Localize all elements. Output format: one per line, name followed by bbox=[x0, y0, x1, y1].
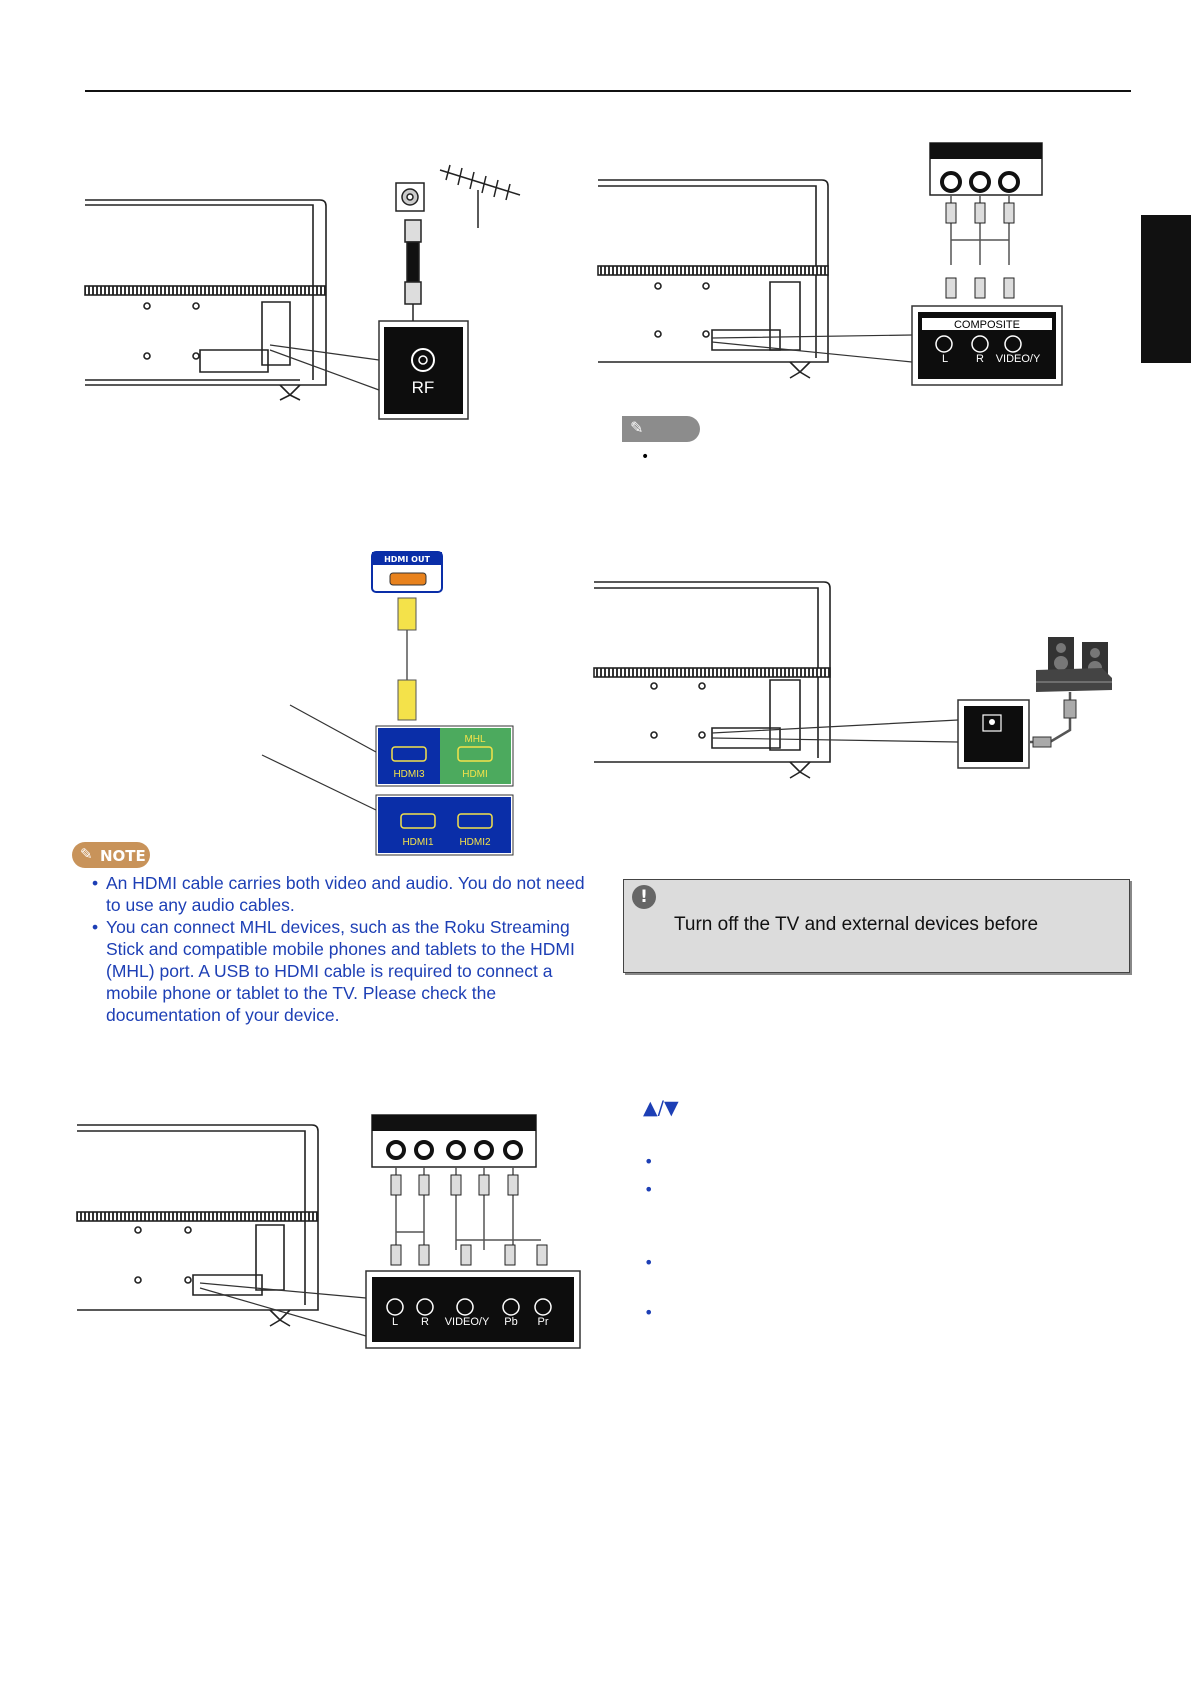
composite-title-label: COMPOSITE bbox=[953, 319, 1021, 331]
component-video-label: VIDEO/Y bbox=[444, 1316, 490, 1328]
hdmi1-label: HDMI1 bbox=[402, 837, 434, 848]
paperclip-icon: ✎ bbox=[630, 418, 644, 437]
note-badge-label: NOTE bbox=[100, 847, 146, 865]
component-source-device bbox=[372, 1115, 547, 1265]
up-down-arrows-icon: ▲/▼ bbox=[643, 1097, 679, 1119]
hdmi-label: HDMI bbox=[462, 769, 488, 780]
component-r-label: R bbox=[421, 1316, 429, 1328]
bullet-dot: • bbox=[644, 1180, 654, 1199]
bullet-dot: • bbox=[641, 449, 650, 465]
exclamation-icon: ! bbox=[632, 885, 656, 909]
mhl-label: MHL bbox=[464, 734, 486, 745]
hdmi3-label: HDMI3 bbox=[393, 769, 425, 780]
composite-l-label: L bbox=[941, 353, 949, 365]
bullet-dot: • bbox=[644, 1303, 654, 1322]
pencil-icon: ✎ bbox=[80, 845, 93, 863]
warning-box bbox=[623, 879, 1130, 973]
rf-label: RF bbox=[411, 378, 435, 397]
note-item: • You can connect MHL devices, such as the Roku Streaming Stick and compatible mobile phones and tablets to the HDMI (MHL) port. A USB to HDMI cable is required to connect a mobile phone or tablet to the TV. Please check the documentation of your device. bbox=[92, 916, 602, 1026]
composite-r-label: R bbox=[976, 353, 984, 365]
composite-source-device bbox=[930, 143, 1042, 298]
composite-port-box bbox=[712, 306, 1062, 385]
hdmi1-hdmi2-box bbox=[376, 795, 513, 855]
hdmi-note-list bbox=[92, 872, 602, 1026]
hdmi-out-label: HDMI OUT bbox=[384, 555, 430, 564]
warning-text: Turn off the TV and external devices before bbox=[674, 914, 1039, 935]
hdmi2-label: HDMI2 bbox=[459, 837, 491, 848]
tv-back-rf bbox=[85, 200, 326, 400]
antenna-cable bbox=[396, 165, 520, 321]
component-pr-label: Pr bbox=[537, 1316, 549, 1328]
note-clip-badge bbox=[622, 416, 700, 442]
rf-port-box bbox=[270, 321, 468, 419]
component-l-label: L bbox=[391, 1316, 399, 1328]
note-item: • An HDMI cable carries both video and audio. You do not need to use any audio cables. bbox=[92, 872, 602, 916]
tv-back-component bbox=[77, 1125, 366, 1336]
home-theater-system bbox=[1030, 637, 1112, 747]
composite-video-label: VIDEO/Y bbox=[995, 353, 1041, 365]
audio-port-box bbox=[958, 700, 1029, 768]
bullet-dot: • bbox=[644, 1253, 654, 1272]
component-port-box bbox=[366, 1271, 580, 1348]
component-pb-label: Pb bbox=[504, 1316, 518, 1328]
bullet-dot: • bbox=[644, 1152, 654, 1171]
tv-back-composite bbox=[598, 180, 828, 378]
note-badge bbox=[72, 842, 150, 868]
tv-back-audio bbox=[594, 582, 958, 778]
